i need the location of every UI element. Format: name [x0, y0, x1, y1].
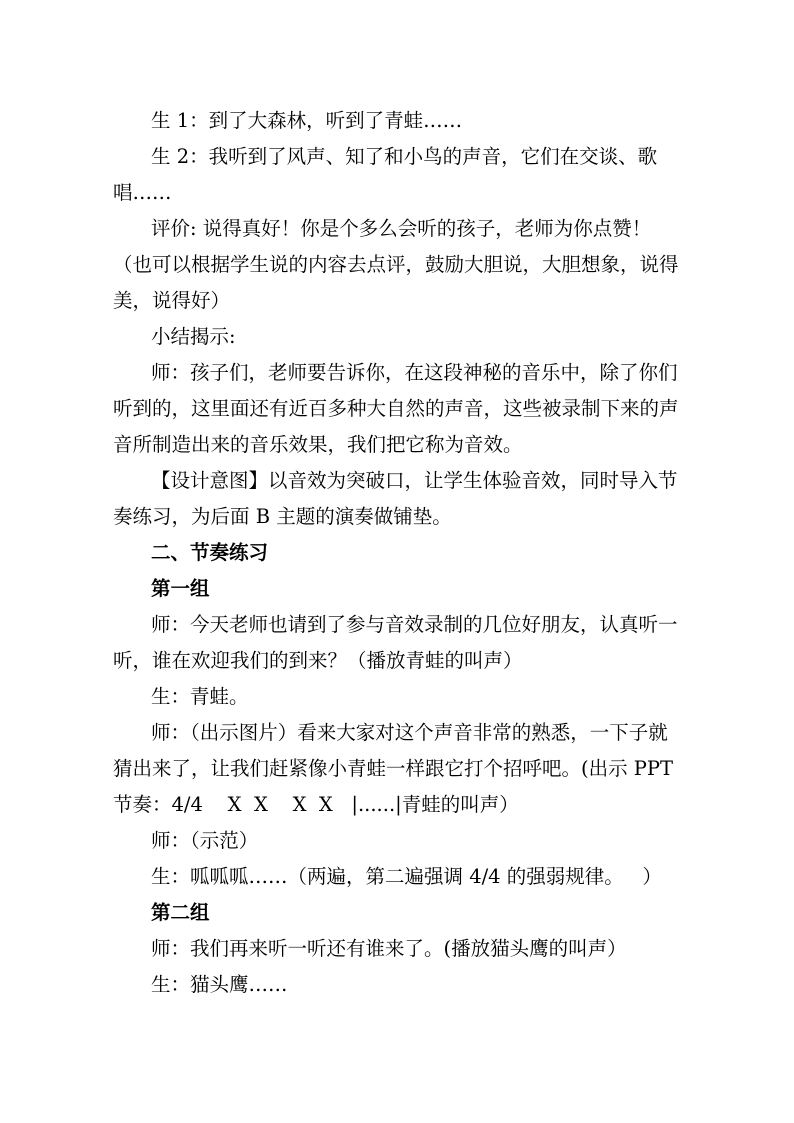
paragraph-student-owl: 生：猫头鹰……: [151, 973, 288, 996]
paragraph-student-2: 生 2：我听到了风声、知了和小鸟的声音，它们在交谈、歌唱……: [113, 145, 658, 204]
paragraph-student-frog: 生：青蛙。: [151, 685, 249, 708]
section-heading-rhythm: 二、节奏练习: [151, 541, 269, 564]
document-body: [113, 103, 687, 1003]
paragraph-teacher-frog: 师：今天老师也请到了参与音效录制的几位好朋友，认真听一听，谁在欢迎我们的到来？（播放青蛙的叫声）: [113, 613, 678, 672]
paragraph-teacher-demo: 师：（示范）: [151, 829, 259, 852]
paragraph-student-croak: 生：呱呱呱……（两遍，第二遍强调 4/4 的强弱规律。 ）: [151, 865, 662, 888]
paragraph-teacher-rhythm: 师：（出示图片）看来大家对这个声音非常的熟悉，一下子就猜出来了，让我们赶紧像小青蛙一样跟它打个招呼吧。(出示 PPT 节奏：4/4 X X X X |......|青蛙的叫声）: [113, 721, 680, 816]
paragraph-student-1: 生 1：到了大森林，听到了青蛙……: [151, 109, 463, 132]
group-heading-1: 第一组: [151, 577, 210, 600]
paragraph-summary-label: 小结揭示:: [151, 325, 236, 348]
paragraph-evaluation: 评价: 说得真好！你是个多么会听的孩子，老师为你点赞！（也可以根据学生说的内容去点评，鼓励大胆说，大胆想象，说得美，说得好）: [113, 217, 679, 312]
paragraph-design-intent: 【设计意图】以音效为突破口，让学生体验音效，同时导入节奏练习，为后面 B 主题的演奏做铺垫。: [113, 469, 678, 528]
paragraph-teacher-explain: 师：孩子们，老师要告诉你，在这段神秘的音乐中，除了你们听到的，这里面还有近百多种大自然的声音，这些被录制下来的声音所制造出来的音乐效果，我们把它称为音效。: [113, 361, 679, 456]
paragraph-teacher-owl: 师：我们再来听一听还有谁来了。(播放猫头鹰的叫声）: [151, 937, 627, 960]
group-heading-2: 第二组: [151, 901, 210, 924]
